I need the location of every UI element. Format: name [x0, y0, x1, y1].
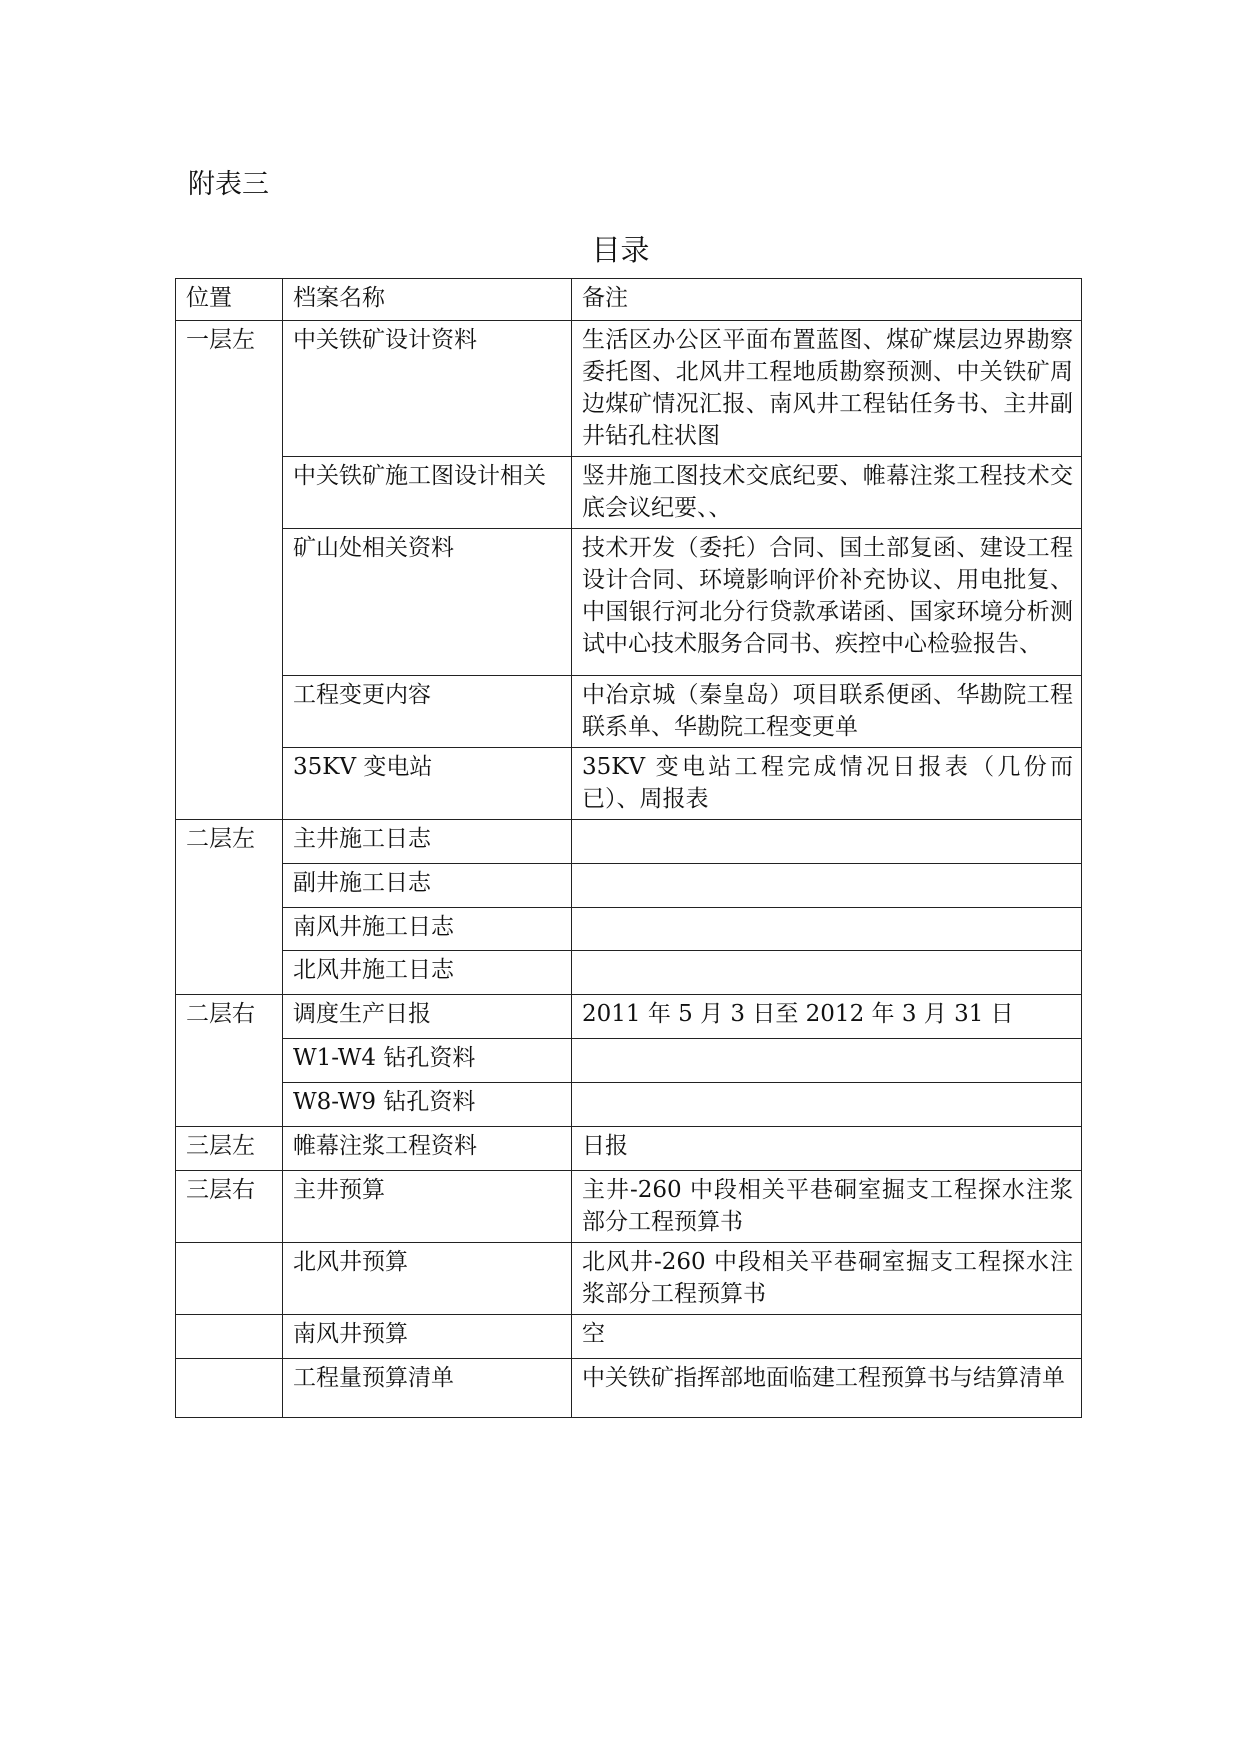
remark-cell: 日报: [572, 1127, 1082, 1171]
document-title: 目录: [591, 233, 650, 267]
remark-cell: [572, 864, 1082, 908]
table-row: [176, 1315, 1082, 1359]
table-row: [176, 1359, 1082, 1418]
header-name: 档案名称: [283, 279, 572, 321]
archive-name-cell: 南风井预算: [283, 1315, 572, 1359]
table-row: [176, 1171, 1082, 1243]
archive-name-cell: 35KV 变电站: [283, 748, 572, 820]
archive-name-cell: 矿山处相关资料: [283, 529, 572, 676]
archive-name-cell: 调度生产日报: [283, 995, 572, 1039]
location-cell: [176, 1315, 283, 1359]
location-cell: [176, 1359, 283, 1418]
archive-name-cell: 南风井施工日志: [283, 908, 572, 951]
archive-name-cell: W8-W9 钻孔资料: [283, 1083, 572, 1127]
header-location: 位置: [176, 279, 283, 321]
remark-cell: [572, 908, 1082, 951]
remark-cell: 中冶京城（秦皇岛）项目联系便函、华勘院工程联系单、华勘院工程变更单: [572, 676, 1082, 748]
table-row: [176, 321, 1082, 457]
archive-name-cell: 北风井预算: [283, 1243, 572, 1315]
table-row: [176, 1039, 1082, 1083]
remark-cell: 主井-260 中段相关平巷硐室掘支工程探水注浆部分工程预算书: [572, 1171, 1082, 1243]
remark-cell: 北风井-260 中段相关平巷硐室掘支工程探水注浆部分工程预算书: [572, 1243, 1082, 1315]
archive-name-cell: 中关铁矿施工图设计相关: [283, 457, 572, 529]
archive-name-cell: 主井施工日志: [283, 820, 572, 864]
table-row: [176, 820, 1082, 864]
table-row: [176, 748, 1082, 820]
remark-cell: 竖井施工图技术交底纪要、帷幕注浆工程技术交底会议纪要、、: [572, 457, 1082, 529]
location-cell: 三层左: [176, 1127, 283, 1171]
remark-cell: [572, 951, 1082, 995]
table-row: [176, 908, 1082, 951]
table-row: [176, 529, 1082, 676]
remark-cell: 中关铁矿指挥部地面临建工程预算书与结算清单: [572, 1359, 1082, 1418]
catalog-table: [175, 278, 1082, 1418]
table-row: [176, 864, 1082, 908]
location-cell: 一层左: [176, 321, 283, 820]
table-row: [176, 1083, 1082, 1127]
archive-name-cell: 帷幕注浆工程资料: [283, 1127, 572, 1171]
table-row: [176, 951, 1082, 995]
location-cell: 二层右: [176, 995, 283, 1127]
remark-cell: 空: [572, 1315, 1082, 1359]
location-cell: 二层左: [176, 820, 283, 995]
remark-cell: 2011 年 5 月 3 日至 2012 年 3 月 31 日: [572, 995, 1082, 1039]
remark-cell: [572, 1083, 1082, 1127]
archive-name-cell: 主井预算: [283, 1171, 572, 1243]
remark-cell: 35KV 变电站工程完成情况日报表（几份而已）、周报表: [572, 748, 1082, 820]
remark-cell: 生活区办公区平面布置蓝图、煤矿煤层边界勘察委托图、北风井工程地质勘察预测、中关铁矿周边煤矿情况汇报、南风井工程钻任务书、主井副井钻孔柱状图: [572, 321, 1082, 457]
table-row: [176, 1127, 1082, 1171]
archive-name-cell: 副井施工日志: [283, 864, 572, 908]
location-cell: [176, 1243, 283, 1315]
location-cell: 三层右: [176, 1171, 283, 1243]
catalog-body: [176, 279, 1082, 1418]
archive-name-cell: 工程量预算清单: [283, 1359, 572, 1418]
archive-name-cell: 中关铁矿设计资料: [283, 321, 572, 457]
remark-cell: [572, 1039, 1082, 1083]
table-row: [176, 457, 1082, 529]
remark-cell: [572, 820, 1082, 864]
table-row: [176, 995, 1082, 1039]
archive-name-cell: 工程变更内容: [283, 676, 572, 748]
appendix-label: 附表三: [188, 169, 269, 200]
archive-name-cell: W1-W4 钻孔资料: [283, 1039, 572, 1083]
table-row: [176, 1243, 1082, 1315]
header-remark: 备注: [572, 279, 1082, 321]
table-row: [176, 676, 1082, 748]
archive-name-cell: 北风井施工日志: [283, 951, 572, 995]
header-row: [176, 279, 1082, 321]
remark-cell: 技术开发（委托）合同、国土部复函、建设工程设计合同、环境影响评价补充协议、用电批复、中国银行河北分行贷款承诺函、国家环境分析测试中心技术服务合同书、疾控中心检验报告、: [572, 529, 1082, 676]
